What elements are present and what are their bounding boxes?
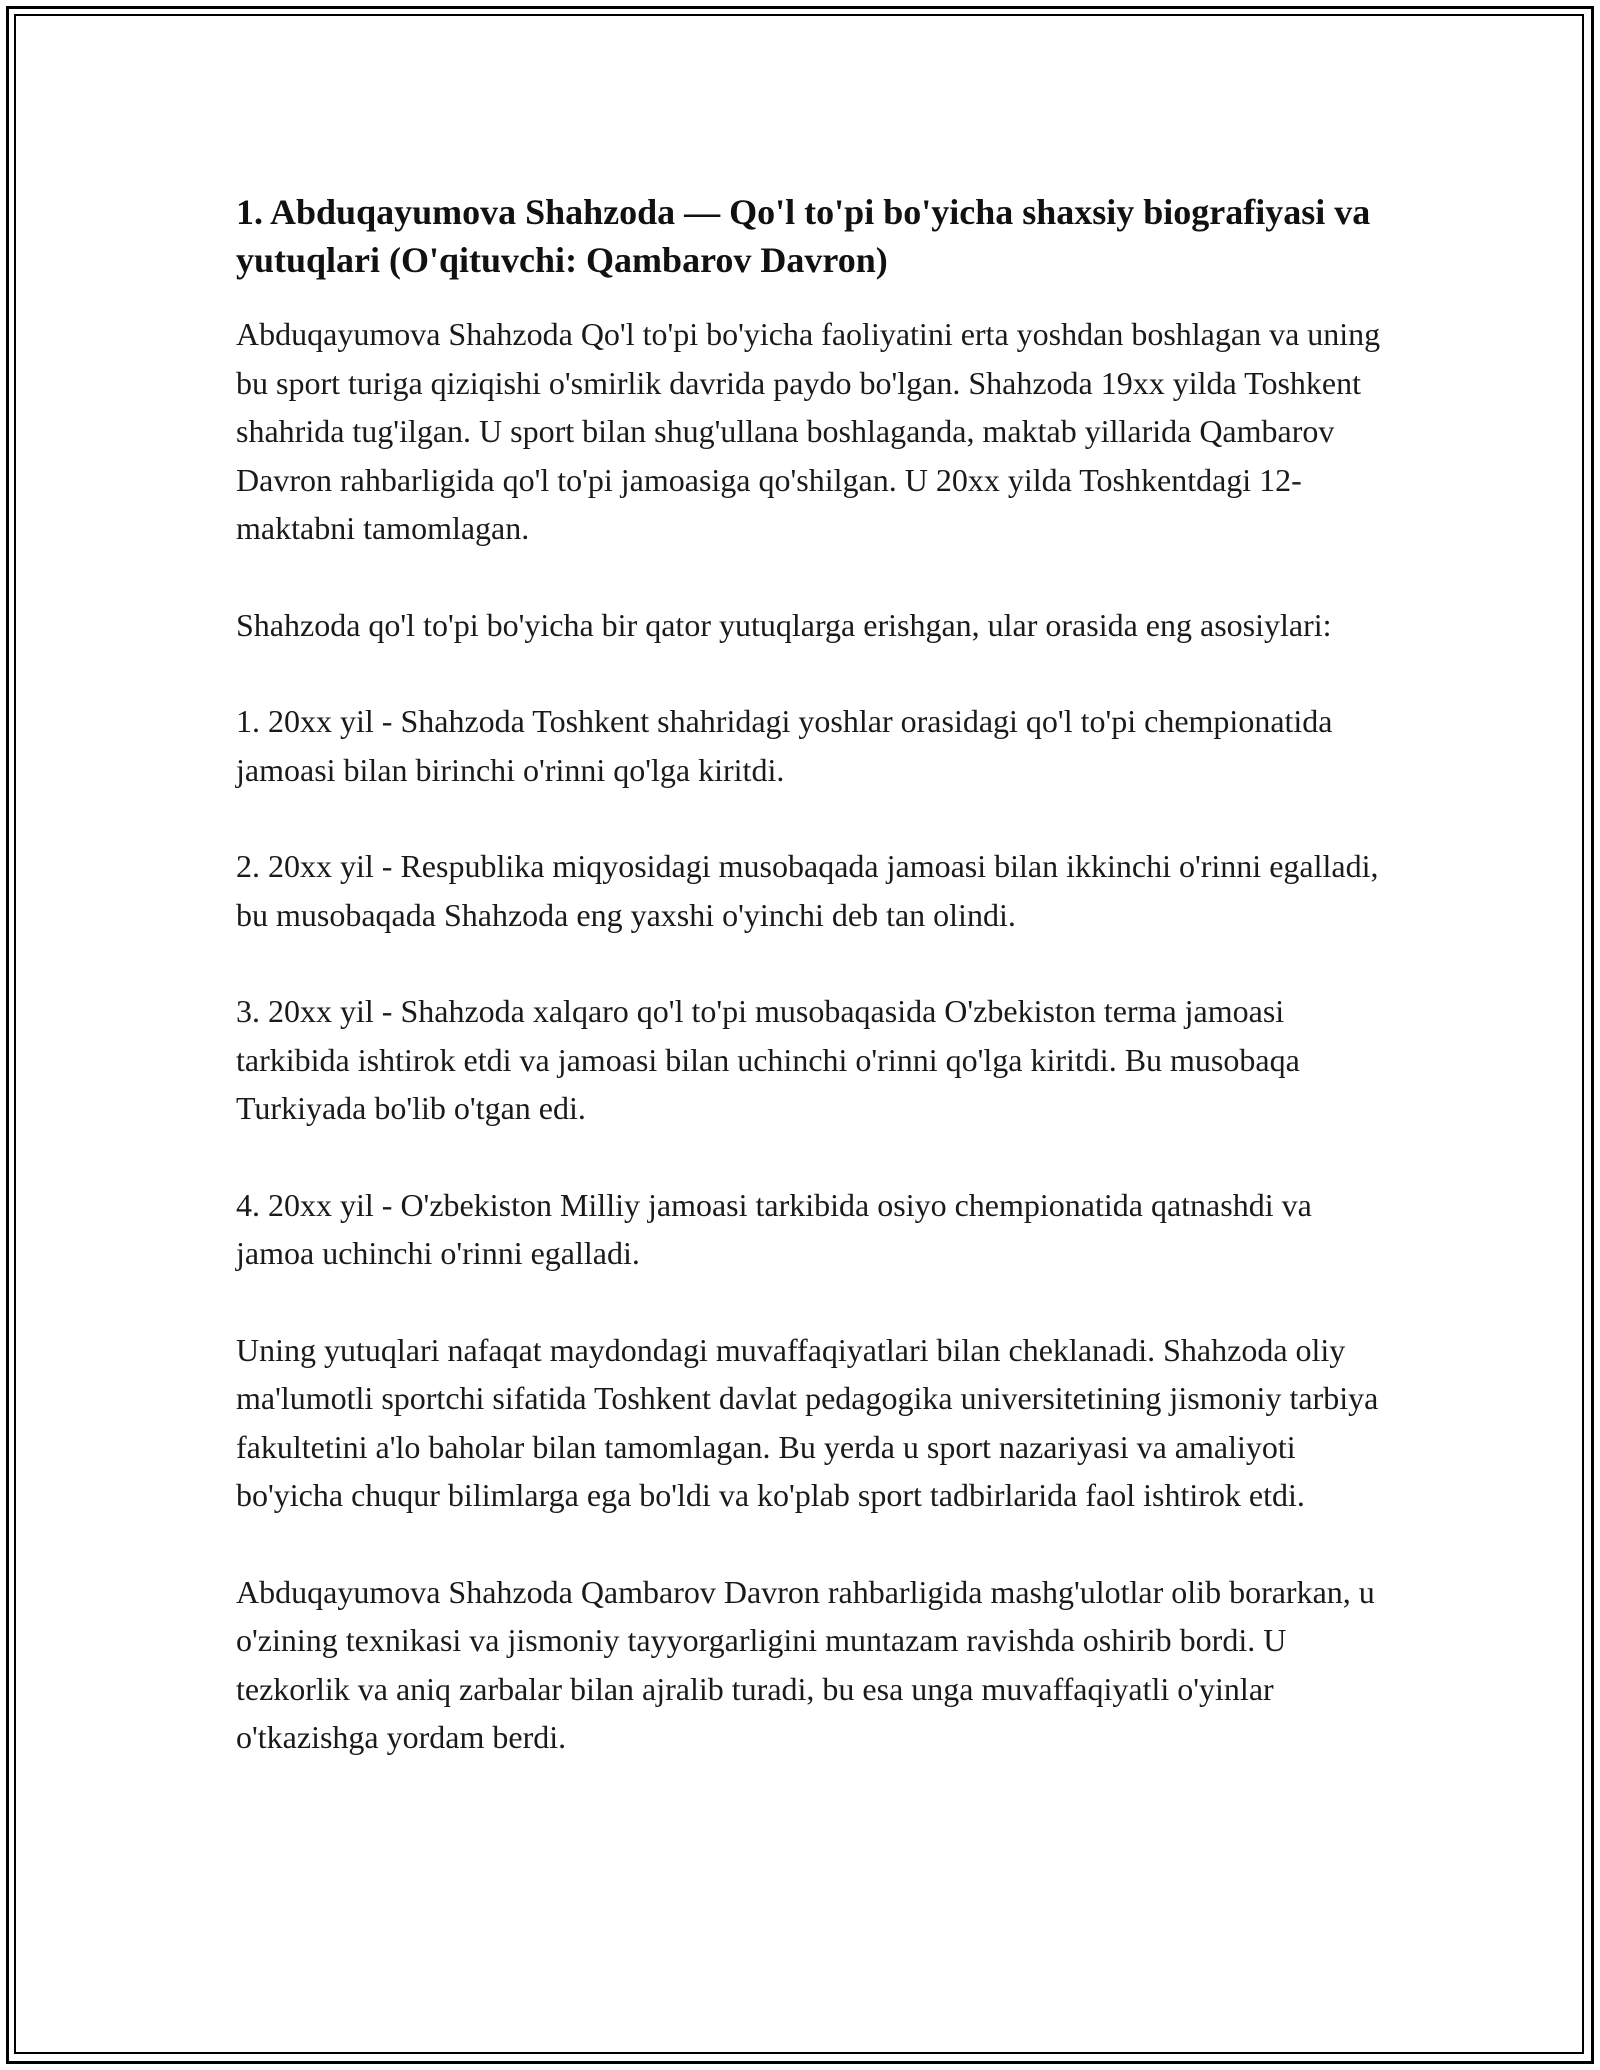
document-body	[236, 188, 1386, 1810]
education-paragraph: Uning yutuqlari nafaqat maydondagi muvaffaqiyatlari bilan cheklanadi. Shahzoda oliy ma'lumotli sportchi sifatida Toshkent davlat pedagogika universitetining jismoniy tarbiya fakultetini a'lo baholar bilan tamomlagan. Bu yerda u sport nazariyasi va amaliyoti bo'yicha chuqur bilimlarga ega bo'ldi va ko'plab sport tadbirlarida faol ishtirok etdi.	[236, 1331, 1379, 1513]
intro-paragraph: Abduqayumova Shahzoda Qo'l to'pi bo'yicha faoliyatini erta yoshdan boshlagan va uning bu sport turiga qiziqishi o'smirlik davrida paydo bo'lgan. Shahzoda 19xx yilda Toshkent shahrida tug'ilgan. U sport bilan shug'ullana boshlaganda, maktab yillarida Qambarov Davron rahbarligida qo'l to'pi jamoasiga qo'shilgan. U 20xx yilda Toshkentdagi 12-maktabni tamomlagan.	[236, 316, 1381, 546]
achievement-item-3: 3. 20xx yil - Shahzoda xalqaro qo'l to'pi musobaqasida O'zbekiston terma jamoasi tarkibida ishtirok etdi va jamoasi bilan uchinchi o'rinni qo'lga kiritdi. Bu musobaqa Turkiyada bo'lib o'tgan edi.	[236, 993, 1300, 1126]
achievement-item-4: 4. 20xx yil - O'zbekiston Milliy jamoasi tarkibida osiyo chempionatida qatnashdi va jamoa uchinchi o'rinni egalladi.	[236, 1186, 1312, 1271]
achievement-item-2: 2. 20xx yil - Respublika miqyosidagi musobaqada jamoasi bilan ikkinchi o'rinni egalladi, bu musobaqada Shahzoda eng yaxshi o'yinchi deb tan olindi.	[236, 848, 1379, 933]
closing-paragraph: Abduqayumova Shahzoda Qambarov Davron rahbarligida mashg'ulotlar olib borarkan, u o'zining texnikasi va jismoniy tayyorgarligini muntazam ravishda oshirib bordi. U tezkorlik va aniq zarbalar bilan ajralib turadi, bu esa unga muvaffaqiyatli o'yinlar o'tkazishga yordam berdi.	[236, 1573, 1375, 1755]
achievement-item-1: 1. 20xx yil - Shahzoda Toshkent shahridagi yoshlar orasidagi qo'l to'pi chempionatida jamoasi bilan birinchi o'rinni qo'lga kiritdi.	[236, 703, 1333, 788]
document-title: 1. Abduqayumova Shahzoda — Qo'l to'pi bo'yicha shaxsiy biografiyasi va yutuqlari (O'qituvchi: Qambarov Davron)	[236, 192, 1371, 280]
achievements-intro-paragraph: Shahzoda qo'l to'pi bo'yicha bir qator yutuqlarga erishgan, ular orasida eng asosiylari:	[236, 606, 1332, 643]
